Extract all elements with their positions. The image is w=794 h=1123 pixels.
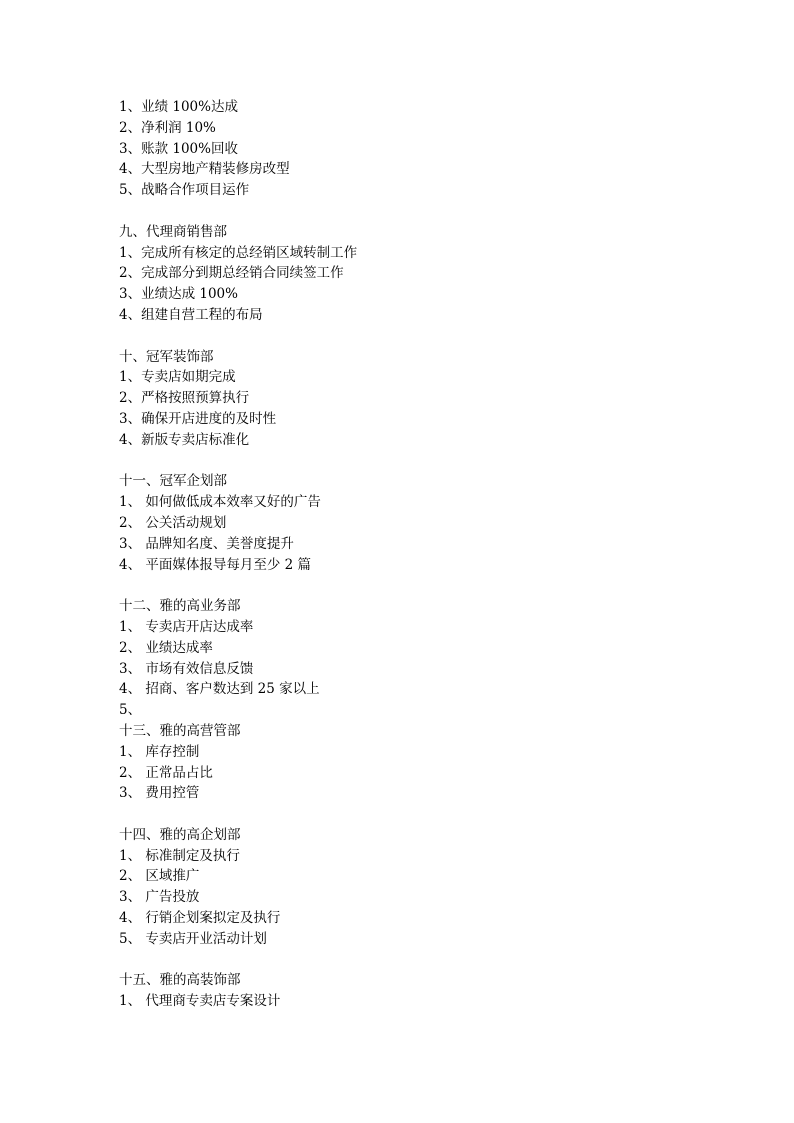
list-item: 1、 代理商专卖店专案设计 <box>119 993 281 1010</box>
section-champion-decoration <box>119 347 719 451</box>
list-item: 5、 专卖店开业活动计划 <box>119 930 267 947</box>
list-item: 1、 如何做低成本效率又好的广告 <box>119 494 321 511</box>
spacer <box>119 326 719 347</box>
spacer <box>119 950 719 971</box>
list-item: 3、 费用控管 <box>119 785 200 802</box>
list-item: 1、完成所有核定的总经销区域转制工作 <box>119 244 358 261</box>
list-item: 4、 行销企划案拟定及执行 <box>119 910 281 927</box>
spacer <box>119 451 719 472</box>
section-agent-sales <box>119 222 719 326</box>
list-item: 2、 公关活动规划 <box>119 514 227 531</box>
list-item: 4、大型房地产精装修房改型 <box>119 161 290 178</box>
list-item: 5、 <box>119 702 142 719</box>
list-item: 2、 正常品占比 <box>119 764 213 781</box>
list-item: 3、 市场有效信息反馈 <box>119 660 254 677</box>
list-item: 3、业绩达成 100% <box>119 286 238 303</box>
section-heading: 九、代理商销售部 <box>119 223 227 240</box>
section-yadigao-business <box>119 596 719 721</box>
section-yadigao-planning <box>119 825 719 950</box>
section-continued <box>119 97 719 201</box>
list-item: 2、净利润 10% <box>119 119 216 136</box>
list-item: 2、 区域推广 <box>119 868 200 885</box>
section-heading: 十一、冠军企划部 <box>119 473 227 490</box>
section-yadigao-decoration <box>119 970 719 1012</box>
list-item: 3、 品牌知名度、美誉度提升 <box>119 535 294 552</box>
list-item: 4、 招商、客户数达到 25 家以上 <box>119 681 320 698</box>
list-item: 2、 业绩达成率 <box>119 639 213 656</box>
list-item: 3、账款 100%回收 <box>119 140 238 157</box>
list-item: 3、 广告投放 <box>119 889 200 906</box>
section-heading: 十四、雅的高企划部 <box>119 826 241 843</box>
list-item: 4、新版专卖店标准化 <box>119 431 250 448</box>
section-yadigao-operations <box>119 721 719 804</box>
document-body <box>119 97 719 1012</box>
list-item: 2、严格按照预算执行 <box>119 390 250 407</box>
spacer <box>119 804 719 825</box>
list-item: 1、 专卖店开店达成率 <box>119 618 254 635</box>
list-item: 1、 标准制定及执行 <box>119 847 240 864</box>
list-item: 3、确保开店进度的及时性 <box>119 410 277 427</box>
section-champion-planning <box>119 471 719 575</box>
list-item: 1、业绩 100%达成 <box>119 99 238 115</box>
list-item: 4、 平面媒体报导每月至少 2 篇 <box>119 556 312 573</box>
section-heading: 十、冠军装饰部 <box>119 348 214 365</box>
spacer <box>119 201 719 222</box>
section-heading: 十三、雅的高营管部 <box>119 722 241 739</box>
section-heading: 十五、雅的高装饰部 <box>119 972 241 989</box>
section-heading: 十二、雅的高业务部 <box>119 598 241 615</box>
spacer <box>119 575 719 596</box>
list-item: 2、完成部分到期总经销合同续签工作 <box>119 265 344 282</box>
list-item: 4、组建自营工程的布局 <box>119 306 263 323</box>
list-item: 5、战略合作项目运作 <box>119 182 250 199</box>
list-item: 1、 库存控制 <box>119 743 200 760</box>
list-item: 1、专卖店如期完成 <box>119 369 236 386</box>
